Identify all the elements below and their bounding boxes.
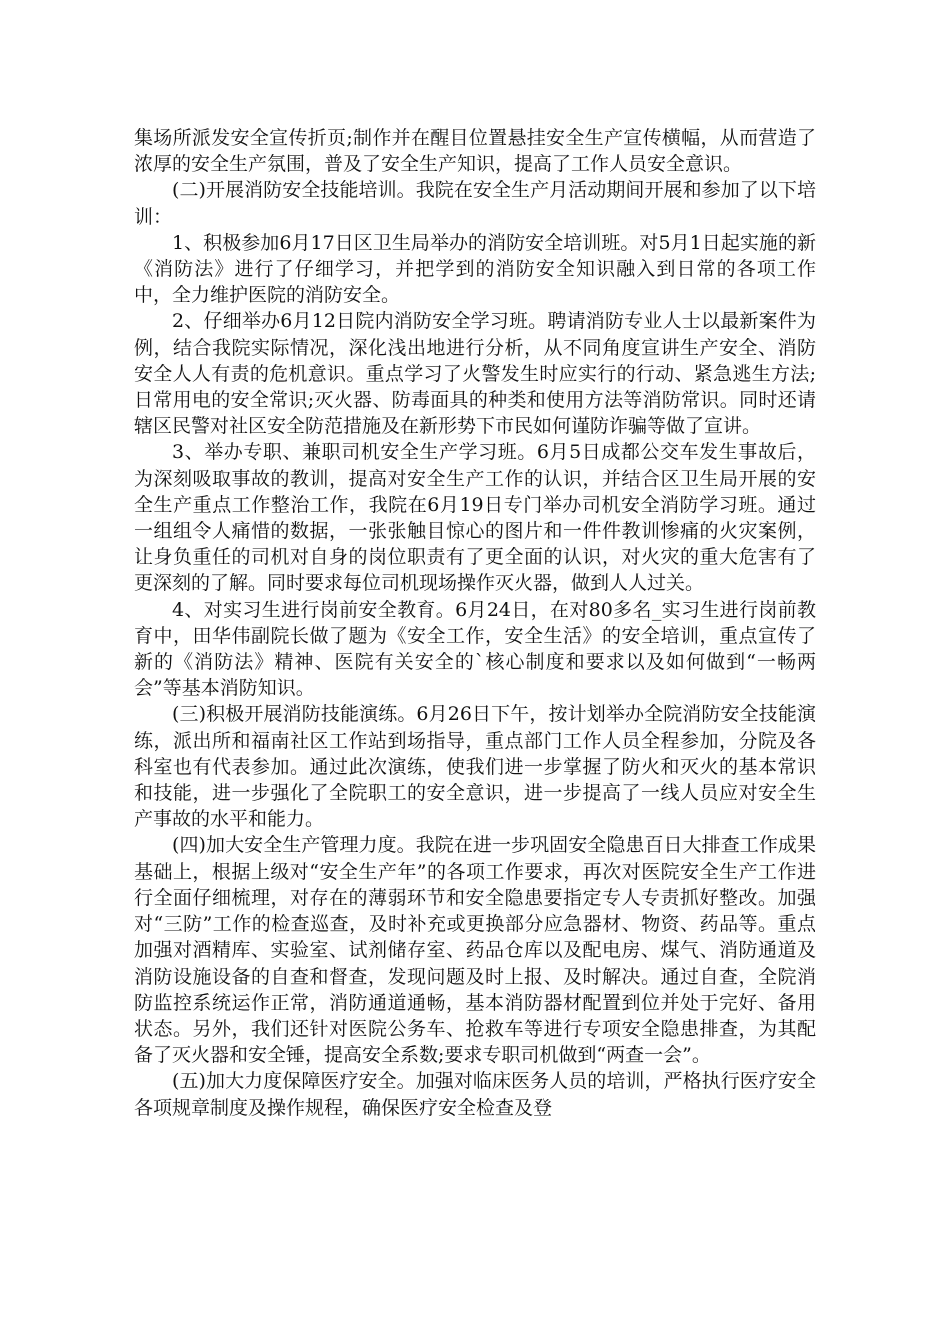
paragraph-item-1: 1、积极参加6月17日区卫生局举办的消防安全培训班。对5月1日起实施的新《消防法》进行了仔细学习，并把学到的消防安全知识融入到日常的各项工作中，全力维护医院的消防安全。 [134,231,816,307]
paragraph-section-5: (五)加大力度保障医疗安全。加强对临床医务人员的培训，严格执行医疗安全各项规章制度及操作规程，确保医疗安全检查及登 [134,1070,816,1119]
paragraph-section-2: (二)开展消防安全技能培训。我院在安全生产月活动期间开展和参加了以下培训： [134,179,816,228]
document-body [134,125,816,1121]
paragraph-continuation: 集场所派发安全宣传折页;制作并在醒目位置悬挂安全生产宣传横幅，从而营造了浓厚的安全生产氛围，普及了安全生产知识，提高了工作人员安全意识。 [134,127,816,176]
paragraph-item-2: 2、仔细举办6月12日院内消防安全学习班。聘请消防专业人士以最新案件为例，结合我院实际情况，深化浅出地进行分析，从不同角度宣讲生产安全、消防安全人人有责的危机意识。重点学习了火警发生时应实行的行动、紧急逃生方法;日常用电的安全常识;灭火器、防毒面具的种类和使用方法等消防常识。同时还请辖区民警对社区安全防范措施及在新形势下市民如何谨防诈骗等做了宣讲。 [134,310,816,438]
paragraph-section-3: (三)积极开展消防技能演练。6月26日下午，按计划举办全院消防安全技能演练，派出所和福南社区工作站到场指导，重点部门工作人员全程参加，分院及各科室也有代表参加。通过此次演练，使我们进一步掌握了防火和灭火的基本常识和技能，进一步强化了全院职工的安全意识，进一步提高了一线人员应对安全生产事故的水平和能力。 [134,703,816,831]
paragraph-section-4: (四)加大安全生产管理力度。我院在进一步巩固安全隐患百日大排查工作成果基础上，根据上级对“安全生产年”的各项工作要求，再次对医院安全生产工作进行全面仔细梳理，对存在的薄弱环节和安全隐患要指定专人专责抓好整改。加强对“三防”工作的检查巡查，及时补充或更换部分应急器材、物资、药品等。重点加强对酒精库、实验室、试剂储存室、药品仓库以及配电房、煤气、消防通道及消防设施设备的自查和督查，发现问题及时上报、及时解决。通过自查，全院消防监控系统运作正常，消防通道通畅，基本消防器材配置到位并处于完好、备用状态。另外，我们还针对医院公务车、抢救车等进行专项安全隐患排查，为其配备了灭火器和安全锤，提高安全系数;要求专职司机做到“两查一会”。 [134,834,816,1067]
paragraph-item-3: 3、举办专职、兼职司机安全生产学习班。6月5日成都公交车发生事故后，为深刻吸取事故的教训，提高对安全生产工作的认识，并结合区卫生局开展的安全生产重点工作整治工作，我院在6月19日专门举办司机安全消防学习班。通过一组组令人痛惜的数据，一张张触目惊心的图片和一件件教训惨痛的火灾案例，让身负重任的司机对自身的岗位职责有了更全面的认识，对火灾的重大危害有了更深刻的了解。同时要求每位司机现场操作灭火器，做到人人过关。 [134,441,816,595]
paragraph-item-4: 4、对实习生进行岗前安全教育。6月24日，在对80多名_实习生进行岗前教育中，田华伟副院长做了题为《安全工作，安全生活》的安全培训，重点宣传了新的《消防法》精神、医院有关安全的`核心制度和要求以及如何做到“一畅两会”等基本消防知识。 [134,598,816,700]
